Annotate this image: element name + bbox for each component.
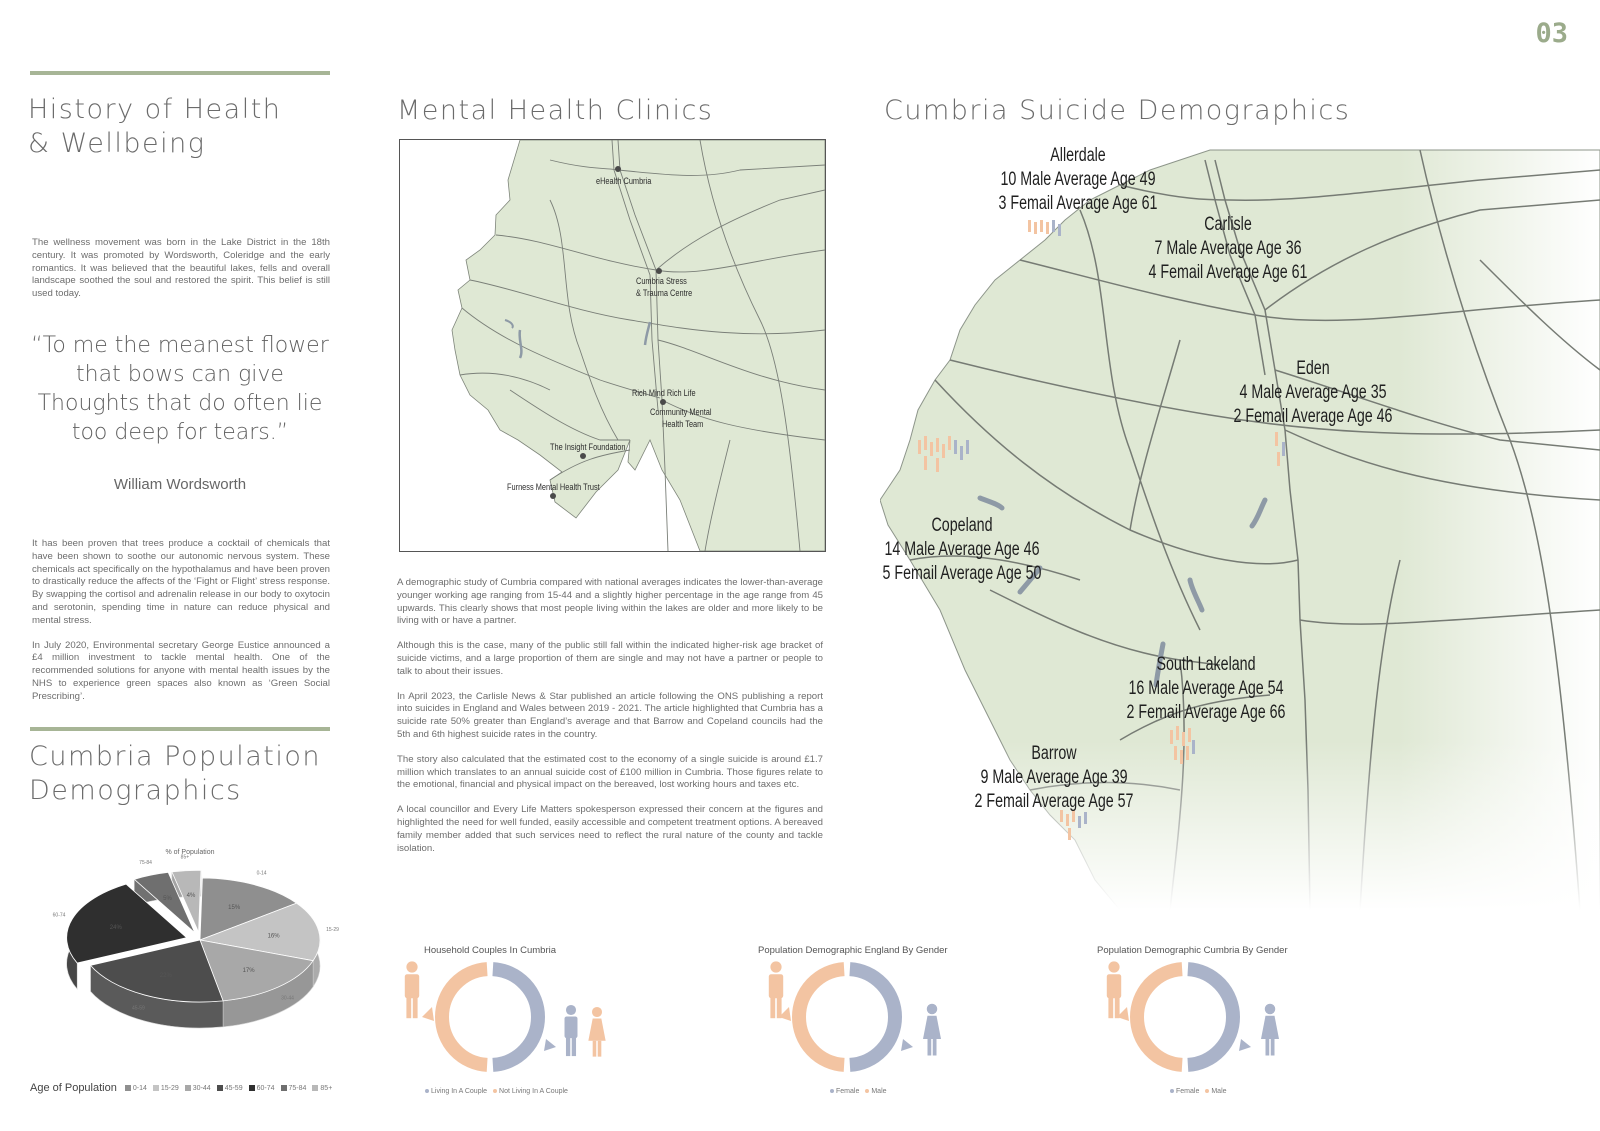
area-name: Copeland [931, 515, 993, 536]
history-body [32, 538, 330, 716]
household-donut-chart [390, 955, 630, 1095]
population-legend-items [125, 1085, 332, 1092]
clinic-label: The Insight Foundation [550, 442, 626, 452]
clinics-para: A local councillor and Every Life Matters spokesperson expressed their concern at the figures and highlighted the need for well funded, easily accessible and competent treatment options. A bereaved family member added that such services need to reflect the rural nature of the county and tackle isolation. [397, 804, 823, 854]
person-icon [405, 961, 419, 1018]
population-pie-chart [20, 840, 340, 1070]
population-legend-title: Age of Population [30, 1082, 117, 1094]
quote-line: too deep for tears.” [71, 420, 289, 445]
area-name: Carlisle [1204, 214, 1252, 235]
donut-pointer [901, 1039, 913, 1051]
pie-category-label: 75-84 [139, 860, 152, 867]
area-name: Barrow [1031, 743, 1077, 764]
history-title-line2: & Wellbeing [28, 128, 206, 159]
area-male: 14 Male Average Age 46 [884, 539, 1040, 560]
donut-pointer [1239, 1039, 1251, 1051]
person-icon [1107, 961, 1121, 1018]
household-chart-title: Household Couples In Cumbria [424, 945, 557, 956]
population-pie-title: % of Population [165, 849, 215, 856]
clinic-label: Cumbria Stress [636, 276, 687, 286]
legend-swatch [312, 1085, 318, 1091]
legend-item [312, 1085, 332, 1092]
legend-swatch [125, 1085, 131, 1091]
mid-divider [30, 727, 330, 731]
legend-item [865, 1088, 886, 1095]
donut-segment [1188, 969, 1233, 1065]
area-female: 3 Femail Average Age 61 [998, 193, 1158, 214]
person-icon [565, 1005, 578, 1056]
population-legend [30, 1082, 332, 1094]
legend-label: 85+ [320, 1084, 333, 1092]
legend-item [249, 1085, 275, 1092]
clinic-label: Furness Mental Health Trust [507, 482, 600, 492]
clinic-label: eHealth Cumbria [596, 176, 652, 186]
pie-value-label: 22% [159, 973, 172, 980]
pie-category-label: 0-14 [256, 870, 267, 877]
legend-item [830, 1088, 859, 1095]
pie-value-label: 16% [267, 933, 280, 940]
clinics-map-svg [400, 140, 825, 551]
donut-pointer [544, 1039, 556, 1051]
legend-label: 15-29 [160, 1084, 179, 1092]
legend-swatch [1170, 1089, 1174, 1093]
legend-item [217, 1085, 243, 1092]
clinics-para: A demographic study of Cumbria compared with national averages indicates the lower-than-average younger working age ranging from 15-44 and a slightly higher percentage in the age range from 45 upwards. This clearly shows that most people living within the lakes are older and more likely to be living with or have a partner. [397, 577, 823, 627]
history-para1: It has been proven that trees produce a cocktail of chemicals that have been shown to soothe our autonomic nervous system. These chemicals act specifically on the hypothalamus and have been proven to drastically reduce the affects of the ‘Fight or Flight’ stress response. By swapping the cortisol and adrenalin release in our body to oxytocin and serotonin, spending time in nature can reduce physical and mental stress. [32, 538, 330, 626]
pie-value-label: 5% [163, 896, 172, 903]
england-gender-legend [830, 1088, 887, 1095]
pie-value-label: 4% [186, 893, 196, 900]
legend-label: Female [836, 1088, 860, 1095]
clinic-pin-icon [580, 453, 586, 459]
donut-segment [1137, 969, 1182, 1065]
legend-label: 0-14 [132, 1084, 147, 1092]
history-para2: In July 2020, Environmental secretary George Eustice announced a £4 million investment to tackle mental health. One of the recommended solutions for anyone with mental health issues by the NHS to experience green spaces also known as ‘Green Social Prescribing’. [32, 639, 330, 702]
clinics-map [399, 139, 826, 552]
area-male: 4 Male Average Age 35 [1239, 382, 1387, 403]
suicide-title: Cumbria Suicide Demographics [884, 95, 1351, 126]
pie-value-label: 15% [228, 904, 241, 911]
history-title-line1: History of Health [28, 94, 282, 125]
cumbria-gender-donut-chart [1090, 955, 1330, 1095]
area-male: 9 Male Average Age 39 [980, 767, 1128, 788]
pie-category-label: 85+ [180, 854, 190, 861]
donut-segment [850, 969, 895, 1065]
area-name: South Lakeland [1156, 654, 1256, 675]
legend-swatch [153, 1085, 159, 1091]
donut-pointer [422, 1007, 434, 1021]
clinic-pin-icon [615, 166, 621, 172]
quote-line: that bows can give [76, 362, 284, 387]
area-female: 2 Femail Average Age 66 [1126, 702, 1286, 723]
legend-label: Male [1211, 1088, 1227, 1095]
household-legend [425, 1088, 568, 1095]
clinic-pin-icon [550, 493, 556, 499]
legend-swatch [249, 1085, 255, 1091]
clinic-label: Community Mental [650, 407, 712, 417]
legend-swatch [493, 1089, 497, 1093]
legend-label: 30-44 [192, 1084, 211, 1092]
area-female: 4 Femail Average Age 61 [1148, 262, 1308, 283]
top-divider [30, 71, 330, 75]
area-male: 16 Male Average Age 54 [1128, 678, 1284, 699]
clinic-label: Health Team [662, 419, 704, 429]
history-title [28, 93, 281, 161]
england-gender-donut-chart [752, 955, 992, 1095]
person-icon [588, 1007, 605, 1057]
area-label-south-lakeland [1110, 653, 1302, 725]
pie-value-label: 17% [242, 968, 255, 975]
area-female: 5 Femail Average Age 50 [882, 563, 1042, 584]
area-male: 7 Male Average Age 36 [1154, 238, 1302, 259]
area-label-eden [1217, 357, 1409, 429]
clinic-pin-icon [656, 268, 662, 274]
legend-swatch [1205, 1089, 1209, 1093]
population-title-line1: Cumbria Population [29, 741, 321, 772]
clinics-para: The story also calculated that the estimated cost to the economy of a single suicide is around £1.7 million which translates to an annual suicide cost of £100 million in Cumbria. Those figures relate to the emotional, financial and physical impact on the bereaved, lost working hours and taxes etc. [397, 753, 823, 791]
wordsworth-quote [30, 331, 330, 447]
legend-item [425, 1088, 487, 1095]
legend-item [1170, 1088, 1199, 1095]
donut-segment [442, 969, 487, 1065]
area-name: Allerdale [1050, 145, 1106, 166]
population-title-line2: Demographics [29, 775, 242, 806]
legend-label: Male [871, 1088, 887, 1095]
area-label-carlisle [1132, 213, 1324, 285]
clinics-para: In April 2023, the Carlisle News & Star published an article following the ONS publishing a report into suicides in England and Wales between 2019 - 2021. The article highlighted that Cumbria has a suicide rate 50% greater than England’s average and that Barrow and Copeland councils had the 5th and 6th highest suicide rates in the country. [397, 690, 823, 740]
legend-label: Female [1176, 1088, 1200, 1095]
area-label-copeland [866, 514, 1058, 586]
person-icon [769, 961, 783, 1018]
quote-line: Thoughts that do often lie [37, 391, 323, 416]
cumbria-gender-chart-title: Population Demographic Cumbria By Gender [1097, 945, 1288, 956]
cumbria-gender-legend [1170, 1088, 1227, 1095]
legend-swatch [281, 1085, 287, 1091]
england-gender-chart-title: Population Demographic England By Gender [758, 945, 948, 956]
legend-item [153, 1085, 179, 1092]
pie-value-label: 24% [109, 924, 122, 931]
legend-label: 75-84 [288, 1084, 307, 1092]
clinics-body [397, 577, 823, 867]
population-title [29, 740, 321, 808]
clinics-para: Although this is the case, many of the public still fall within the indicated higher-risk age bracket of suicide victims, and a large proportion of them are single and may not have a partner or people to talk to about their issues. [397, 640, 823, 677]
quote-line: “To me the meanest flower [31, 333, 329, 358]
donut-segment [493, 969, 538, 1065]
area-label-allerdale [982, 144, 1174, 216]
clinic-pin-icon [660, 399, 666, 405]
legend-swatch [185, 1085, 191, 1091]
pie-category-label: 45-59 [132, 1005, 145, 1012]
legend-item [125, 1085, 147, 1092]
legend-label: 45-59 [224, 1084, 243, 1092]
legend-item [185, 1085, 211, 1092]
legend-swatch [425, 1089, 429, 1093]
pie-category-label: 15-29 [326, 926, 339, 933]
legend-item [493, 1088, 568, 1095]
area-name: Eden [1296, 358, 1330, 379]
clinic-label: & Trauma Centre [636, 288, 693, 298]
quote-author: William Wordsworth [113, 476, 247, 493]
clinic-label: Rich Mind Rich Life [632, 388, 696, 398]
person-icon [923, 1004, 941, 1056]
legend-swatch [830, 1089, 834, 1093]
legend-label: 60-74 [256, 1084, 275, 1092]
area-label-barrow [958, 742, 1150, 814]
legend-label: Not Living In A Couple [499, 1088, 568, 1095]
area-male: 10 Male Average Age 49 [1000, 169, 1156, 190]
pie-category-label: 60-74 [52, 912, 66, 919]
legend-swatch [865, 1089, 869, 1093]
area-female: 2 Femail Average Age 46 [1233, 406, 1393, 427]
legend-label: Living In A Couple [431, 1088, 488, 1095]
person-icon [1261, 1004, 1279, 1056]
pie-category-label: 30-44 [281, 995, 294, 1002]
legend-swatch [217, 1085, 223, 1091]
legend-item [1205, 1088, 1226, 1095]
clinics-title: Mental Health Clinics [397, 95, 714, 126]
donut-segment [799, 969, 844, 1065]
area-female: 2 Femail Average Age 57 [974, 791, 1134, 812]
history-intro: The wellness movement was born in the Lake District in the 18th century. It was promoted by Wordsworth, Coleridge and the early romantics. It was believed that the beautiful lakes, fells and overall landscape soothed the soul and restored the spirit. This belief is still used today. [32, 237, 330, 300]
legend-item [281, 1085, 307, 1092]
page-number: 03 [1535, 18, 1568, 49]
